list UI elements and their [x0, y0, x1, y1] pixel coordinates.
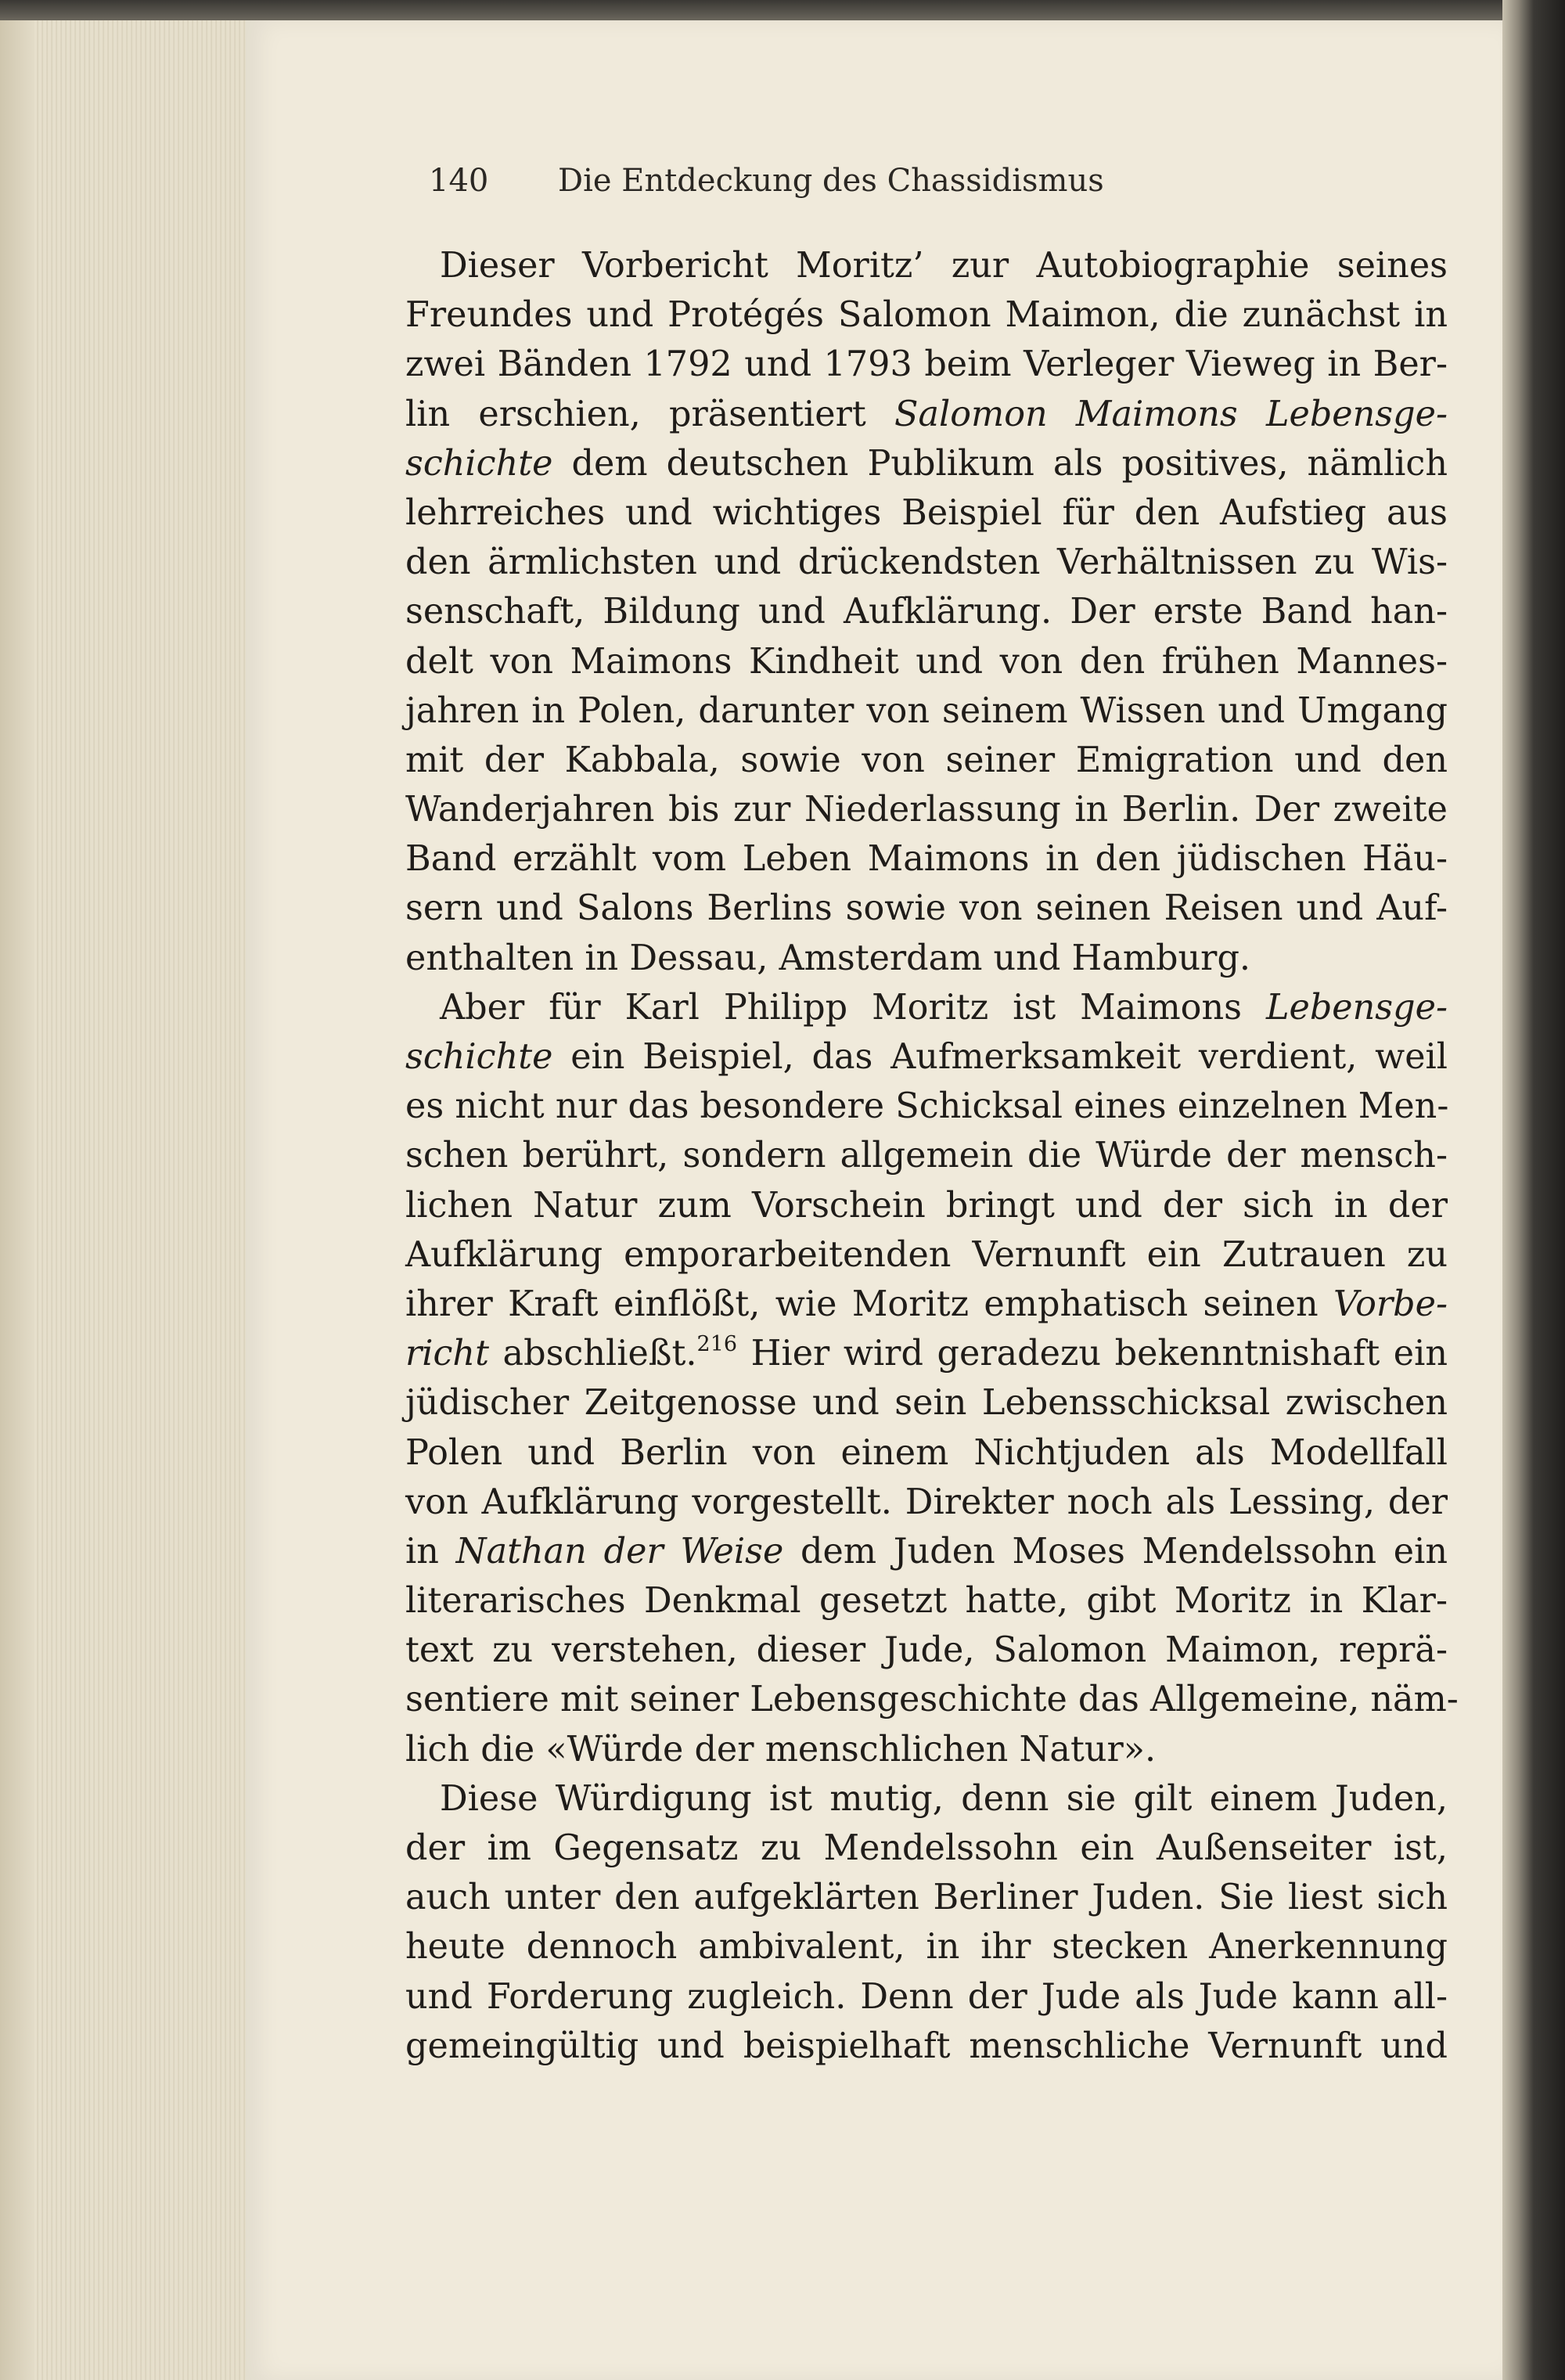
text-line	[405, 1774, 1448, 1824]
line-text: text zu verstehen, dieser Jude, Salomon Maimon, reprä-	[405, 1630, 1448, 1671]
line-text: Diese Würdigung ist mutig, denn sie gilt einem Juden,	[440, 1778, 1448, 1819]
body-text	[405, 241, 1459, 2071]
line-text: Dieser Vorbericht Moritz’ zur Autobiographie seines	[440, 246, 1448, 286]
line-text: der im Gegensatz zu Mendelssohn ein Außenseiter ist,	[405, 1828, 1448, 1868]
line-text: sern und Salons Berlins sowie von seinen Reisen und Auf-	[405, 888, 1448, 929]
line-text: sentiere mit seiner Lebensgeschichte das Allgemeine, näm-	[405, 1680, 1459, 1720]
text-line	[405, 1576, 1448, 1626]
text-line	[405, 1873, 1448, 1922]
italic-title: Vorbe-	[1333, 1284, 1448, 1324]
line-text: delt von Maimons Kindheit und von den frühen Mannes-	[405, 641, 1448, 682]
line-text: und Forderung zugleich. Denn der Jude als Jude kann all-	[405, 1976, 1448, 2017]
italic-title: Salomon Maimons Lebensge-	[894, 394, 1448, 434]
line-text: in	[405, 1531, 456, 1572]
text-line	[405, 1378, 1448, 1428]
italic-title: richt	[405, 1334, 489, 1374]
text-line	[405, 1131, 1448, 1180]
line-text: lin erschien, präsentiert	[405, 394, 894, 434]
running-title: Die Entdeckung des Chassidismus	[558, 163, 1104, 199]
line-text: ihrer Kraft einflößt, wie Moritz emphatisch seinen	[405, 1284, 1334, 1324]
line-text: jüdischer Zeitgenosse und sein Lebensschicksal zwischen	[405, 1383, 1448, 1424]
text-line	[405, 439, 1448, 488]
line-text: es nicht nur das besondere Schicksal eines einzelnen Men-	[405, 1086, 1449, 1127]
book-page-stack	[34, 20, 246, 2380]
text-line	[405, 1527, 1448, 1576]
line-text: lichen Natur zum Vorschein bringt und der sich in der	[405, 1185, 1448, 1226]
line-text: dem Juden Moses Mendelssohn ein	[783, 1531, 1448, 1572]
line-text: den ärmlichsten und drückendsten Verhältnissen zu Wis-	[405, 542, 1448, 583]
line-text: lich die «Würde der menschlichen Natur».	[405, 1729, 1157, 1770]
line-text: lehrreiches und wichtiges Beispiel für den Aufstieg aus	[405, 492, 1448, 533]
text-line	[405, 834, 1448, 884]
text-line	[405, 1626, 1448, 1675]
text-line	[405, 1082, 1448, 1131]
text-line	[405, 241, 1448, 290]
text-line	[405, 290, 1448, 340]
line-text: Aber für Karl Philipp Moritz ist Maimons	[440, 987, 1266, 1028]
line-text: Wanderjahren bis zur Niederlassung in Berlin. Der zweite	[405, 790, 1448, 830]
text-line	[405, 488, 1448, 538]
text-line	[405, 538, 1448, 587]
text-line	[405, 2022, 1448, 2071]
line-text: schen berührt, sondern allgemein die Würde der mensch-	[405, 1136, 1448, 1176]
text-line	[405, 1922, 1448, 1971]
text-line	[405, 637, 1448, 686]
line-text: heute dennoch ambivalent, in ihr stecken Anerkennung	[405, 1927, 1448, 1968]
italic-title: schichte	[405, 443, 553, 484]
italic-title: Nathan der Weise	[455, 1531, 784, 1572]
line-text: gemeingültig und beispielhaft menschliche Vernunft und	[405, 2025, 1448, 2066]
line-text: senschaft, Bildung und Aufklärung. Der erste Band han-	[405, 592, 1448, 632]
running-header	[429, 163, 1446, 210]
text-line	[405, 1725, 1448, 1774]
text-line	[405, 390, 1448, 439]
line-text: literarisches Denkmal gesetzt hatte, gibt Moritz in Klar-	[405, 1581, 1448, 1622]
text-line	[405, 785, 1448, 834]
line-text: abschließt.	[488, 1334, 697, 1374]
text-line	[405, 884, 1448, 933]
text-line	[405, 736, 1448, 785]
line-text: Band erzählt vom Leben Maimons in den jüdischen Häu-	[405, 839, 1448, 880]
text-line	[405, 1280, 1448, 1329]
text-line	[405, 1972, 1448, 2022]
text-line	[405, 1230, 1448, 1280]
line-text: auch unter den aufgeklärten Berliner Juden. Sie liest sich	[405, 1878, 1448, 1918]
line-text: zwei Bänden 1792 und 1793 beim Verleger Vieweg in Ber-	[405, 344, 1448, 385]
line-text: Hier wird geradezu bekenntnishaft ein	[737, 1334, 1448, 1374]
line-text: Polen und Berlin von einem Nichtjuden als Modellfall	[405, 1432, 1448, 1473]
book-edge-shadow	[0, 20, 34, 2380]
footnote-marker: 216	[696, 1332, 738, 1357]
line-text: mit der Kabbala, sowie von seiner Emigration und den	[405, 740, 1448, 780]
italic-title: schichte	[405, 1037, 553, 1077]
text-line	[405, 1428, 1448, 1478]
line-text: Aufklärung emporarbeitenden Vernunft ein Zutrauen zu	[405, 1234, 1448, 1275]
line-text: von Aufklärung vorgestellt. Direkter noch als Lessing, der	[405, 1482, 1448, 1522]
page-number: 140	[429, 163, 489, 199]
text-line	[405, 1032, 1448, 1082]
line-text: enthalten in Dessau, Amsterdam und Hamburg.	[405, 938, 1251, 978]
text-line	[405, 1478, 1448, 1527]
line-text: Freundes und Protégés Salomon Maimon, die zunächst in	[405, 295, 1448, 336]
text-line	[405, 934, 1448, 983]
text-line	[405, 686, 1448, 736]
text-line	[405, 1181, 1448, 1230]
text-line	[405, 1675, 1459, 1724]
line-text: dem deutschen Publikum als positives, nämlich	[552, 443, 1448, 484]
scan-top-edge	[0, 0, 1565, 20]
text-line	[405, 983, 1448, 1032]
scan-right-edge	[1502, 0, 1565, 2380]
text-line	[405, 1329, 1448, 1378]
line-text: jahren in Polen, darunter von seinem Wissen und Umgang	[405, 690, 1448, 731]
line-text: ein Beispiel, das Aufmerksamkeit verdient, weil	[552, 1037, 1448, 1077]
text-line	[405, 1824, 1448, 1873]
text-line	[405, 587, 1448, 636]
italic-title: Lebensge-	[1265, 987, 1448, 1028]
text-line	[405, 340, 1448, 389]
